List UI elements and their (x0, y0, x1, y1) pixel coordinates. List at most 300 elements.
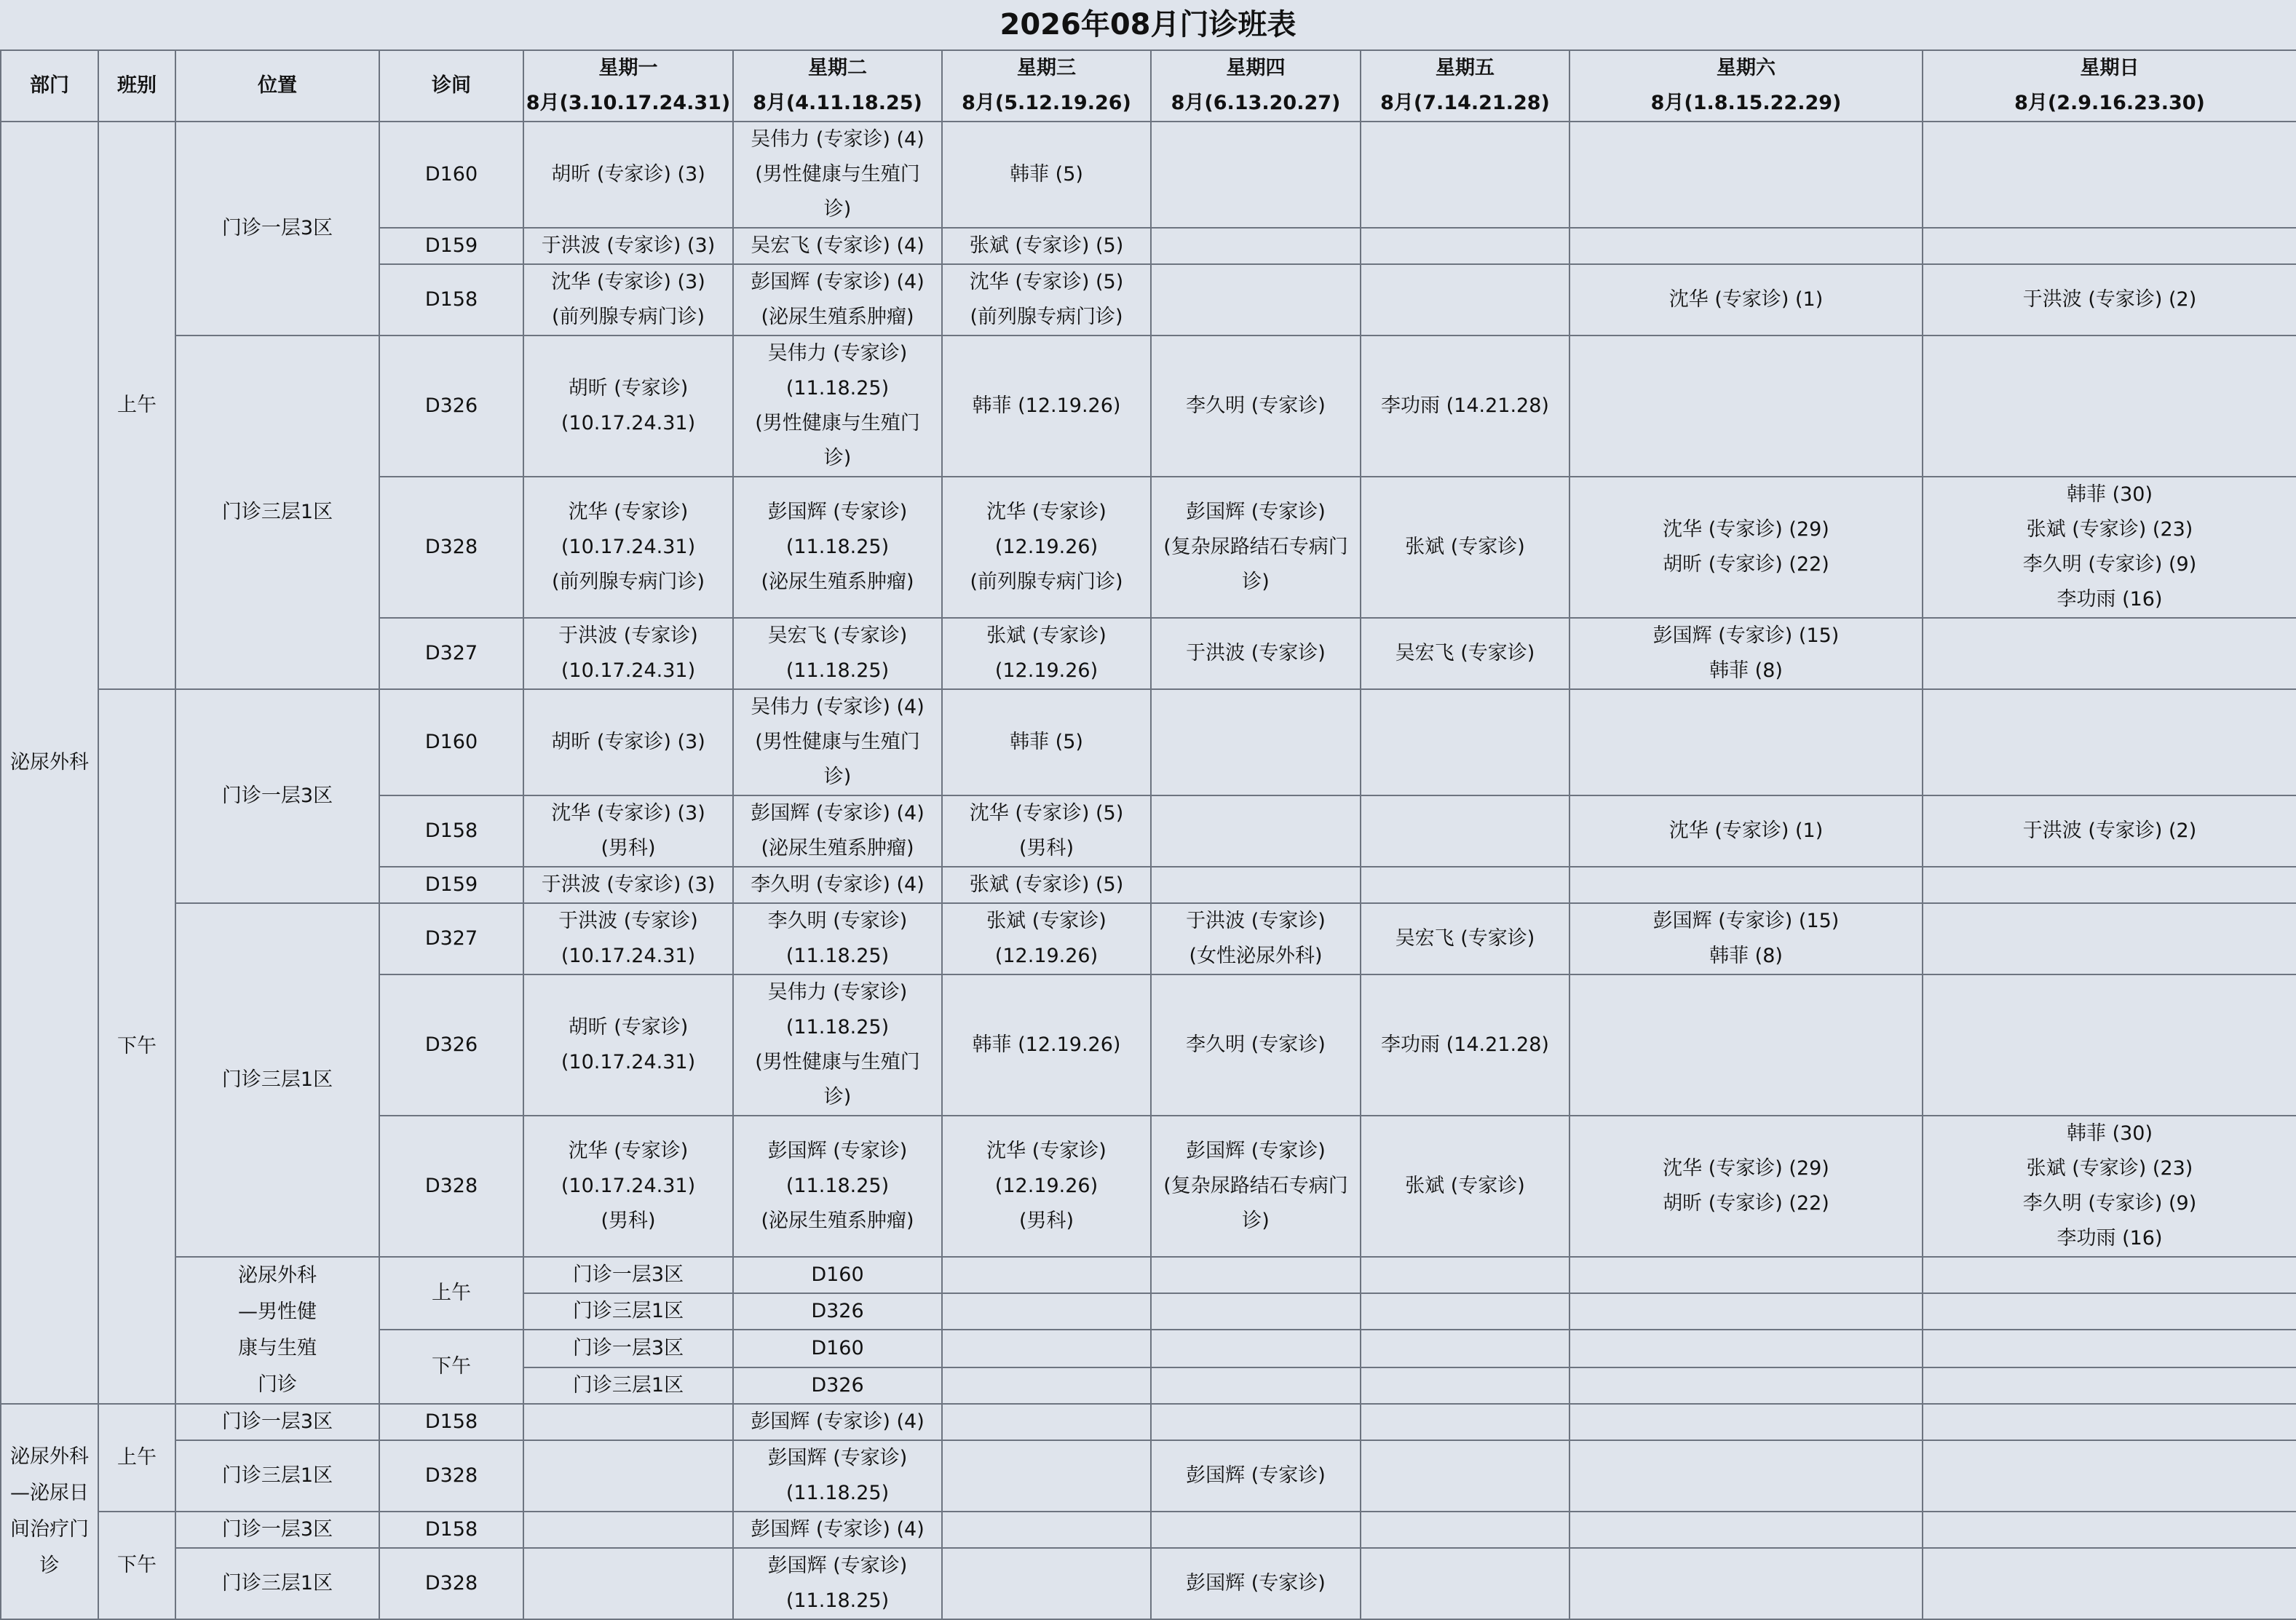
schedule-cell (523, 1548, 733, 1619)
doctor-entry: 彭国辉 (专家诊) (15) (1652, 910, 1840, 932)
schedule-cell (1923, 264, 2296, 335)
table-row (1, 1257, 2296, 1293)
schedule-cell (1569, 1440, 1923, 1512)
schedule-cell (1361, 795, 1569, 867)
schedule-cell (1361, 228, 1569, 264)
doctor-entry: 吴伟力 (专家诊) (767, 981, 908, 1004)
doctor-entry: 沈华 (专家诊) (3) (551, 802, 705, 825)
doctor-entry: (男性健康与生殖门 (755, 412, 920, 434)
doctor-entry: (11.18.25) (785, 536, 890, 558)
doctor-entry: 沈华 (专家诊) (986, 501, 1107, 523)
doctor-entry: 于洪波 (专家诊) (3) (541, 873, 716, 896)
department-cell (1, 122, 98, 1404)
schedule-cell (1923, 122, 2296, 228)
doctor-entry: 张斌 (专家诊) (1405, 1175, 1525, 1197)
schedule-cell (1923, 1367, 2296, 1404)
doctor-entry: 诊) (823, 766, 852, 788)
schedule-cell (1361, 903, 1569, 974)
doctor-entry: 彭国辉 (专家诊) (1186, 1140, 1326, 1162)
schedule-cell (1151, 264, 1361, 335)
schedule-cell (942, 264, 1151, 335)
schedule-cell (1151, 122, 1361, 228)
schedule-cell (942, 477, 1151, 618)
doctor-entry: 李功雨 (14.21.28) (1381, 394, 1549, 417)
schedule-cell (523, 228, 733, 264)
doctor-entry: 胡昕 (专家诊) (568, 377, 689, 400)
doctor-entry: 胡昕 (专家诊) (3) (551, 731, 705, 753)
location-cell: 门诊三层1区 (523, 1367, 733, 1404)
location-cell: 门诊一层3区 (523, 1330, 733, 1367)
doctor-entry: 沈华 (专家诊) (986, 1140, 1107, 1162)
room-cell: D326 (379, 974, 523, 1116)
schedule-cell (1361, 974, 1569, 1116)
doctor-entry: 沈华 (专家诊) (5) (969, 802, 1124, 825)
schedule-cell (1923, 1440, 2296, 1512)
schedule-cell (942, 335, 1151, 477)
table-row (1, 1548, 2296, 1619)
header-day-tue: 星期二 8月(4.11.18.25) (733, 50, 942, 122)
room-cell: D158 (379, 795, 523, 867)
doctor-entry: 吴宏飞 (专家诊) (4) (751, 234, 925, 257)
doctor-entry: (11.18.25) (785, 1482, 890, 1504)
schedule-cell (942, 1440, 1151, 1512)
doctor-entry: 韩菲 (5) (1010, 163, 1083, 186)
schedule-cell (523, 1512, 733, 1548)
schedule-cell (1569, 1404, 1923, 1440)
schedule-cell (733, 335, 942, 477)
schedule-cell (942, 974, 1151, 1116)
doctor-entry: (前列腺专病门诊) (551, 306, 705, 328)
doctor-entry: 彭国辉 (专家诊) (1186, 1464, 1326, 1487)
table-row (1, 689, 2296, 795)
doctor-entry: 于洪波 (专家诊) (2) (2022, 819, 2197, 842)
shift-cell: 下午 (98, 689, 175, 1404)
doctor-entry: (11.18.25) (785, 945, 890, 967)
schedule-cell (1923, 1116, 2296, 1257)
schedule-cell (1569, 1293, 1923, 1330)
location-cell: 门诊三层1区 (175, 1548, 379, 1619)
schedule-cell (1923, 335, 2296, 477)
department-line: —男性健 (238, 1301, 317, 1323)
schedule-cell (1361, 1367, 1569, 1404)
doctor-entry: 沈华 (专家诊) (3) (551, 271, 705, 293)
doctor-entry: (泌尿生殖系肿瘤) (761, 837, 914, 859)
schedule-cell (733, 795, 942, 867)
schedule-cell (1569, 1548, 1923, 1619)
doctor-entry: 沈华 (专家诊) (1) (1668, 288, 1824, 311)
schedule-cell (523, 1440, 733, 1512)
doctor-entry: 沈华 (专家诊) (5) (969, 271, 1124, 293)
doctor-entry: 彭国辉 (专家诊) (767, 501, 908, 523)
schedule-cell (942, 1512, 1151, 1548)
schedule-cell (1361, 1330, 1569, 1367)
doctor-entry: (10.17.24.31) (561, 412, 696, 434)
schedule-cell (1569, 974, 1923, 1116)
schedule-cell (733, 477, 942, 618)
schedule-cell (523, 867, 733, 903)
doctor-entry: 韩菲 (30) (2066, 1122, 2153, 1145)
schedule-cell (523, 689, 733, 795)
room-cell: D160 (733, 1257, 942, 1293)
schedule-cell (1151, 867, 1361, 903)
schedule-cell (523, 795, 733, 867)
doctor-entry: 诊) (823, 1086, 852, 1108)
doctor-entry: (12.19.26) (994, 1175, 1098, 1197)
doctor-entry: (泌尿生殖系肿瘤) (761, 306, 914, 328)
department-line: 泌尿外科 (10, 1445, 89, 1468)
doctor-entry: 沈华 (专家诊) (568, 1140, 689, 1162)
schedule-cell (1151, 228, 1361, 264)
schedule-cell (1151, 1293, 1361, 1330)
schedule-cell (1569, 335, 1923, 477)
schedule-cell (1151, 974, 1361, 1116)
doctor-entry: 于洪波 (专家诊) (1186, 642, 1326, 664)
location-cell: 门诊三层1区 (175, 335, 379, 689)
doctor-entry: 李功雨 (16) (2056, 588, 2163, 611)
table-row (1, 335, 2296, 477)
doctor-entry: (12.19.26) (994, 659, 1098, 682)
schedule-cell (733, 264, 942, 335)
doctor-entry: (男科) (601, 1210, 656, 1232)
location-cell: 门诊一层3区 (175, 1404, 379, 1440)
schedule-cell (1923, 1548, 2296, 1619)
doctor-entry: (10.17.24.31) (561, 1175, 696, 1197)
doctor-entry: (男科) (1018, 1210, 1074, 1232)
location-cell: 门诊三层1区 (175, 903, 379, 1257)
schedule-cell (1361, 477, 1569, 618)
doctor-entry: 吴宏飞 (专家诊) (1395, 642, 1535, 664)
doctor-entry: 诊) (823, 198, 852, 221)
table-row (1, 122, 2296, 228)
room-cell: D160 (733, 1330, 942, 1367)
schedule-cell (1569, 689, 1923, 795)
department-cell (1, 1404, 98, 1619)
doctor-entry: (男性健康与生殖门 (755, 731, 920, 753)
room-cell: D328 (379, 1440, 523, 1512)
schedule-cell (523, 903, 733, 974)
table-row (1, 1404, 2296, 1440)
location-cell: 门诊一层3区 (175, 122, 379, 335)
schedule-cell (1361, 1512, 1569, 1548)
schedule-cell (1361, 1116, 1569, 1257)
schedule-cell (1923, 903, 2296, 974)
schedule-cell (942, 1404, 1151, 1440)
doctor-entry: 于洪波 (专家诊) (1186, 910, 1326, 932)
schedule-cell (1569, 618, 1923, 689)
doctor-entry: 胡昕 (专家诊) (22) (1663, 1192, 1829, 1215)
doctor-entry: (10.17.24.31) (561, 945, 696, 967)
doctor-entry: 彭国辉 (专家诊) (767, 1447, 908, 1469)
schedule-cell (1923, 1512, 2296, 1548)
doctor-entry: 李功雨 (14.21.28) (1381, 1033, 1549, 1056)
room-cell: D326 (733, 1367, 942, 1404)
doctor-entry: (11.18.25) (785, 1589, 890, 1612)
schedule-cell (1569, 1330, 1923, 1367)
table-row (1, 1512, 2296, 1548)
department-line: 泌尿外科 (10, 751, 89, 774)
doctor-entry: (12.19.26) (994, 536, 1098, 558)
doctor-entry: 张斌 (专家诊) (5) (969, 234, 1124, 257)
department-cell (175, 1257, 379, 1404)
header-day-sat: 星期六 8月(1.8.15.22.29) (1569, 50, 1923, 122)
doctor-entry: (前列腺专病门诊) (551, 571, 705, 593)
header-shift: 班别 (98, 50, 175, 122)
doctor-entry: 韩菲 (12.19.26) (972, 394, 1121, 417)
schedule-cell (1361, 335, 1569, 477)
schedule-cell (733, 1116, 942, 1257)
schedule-table (0, 49, 2296, 1620)
doctor-entry: 彭国辉 (专家诊) (4) (751, 1518, 925, 1541)
table-row (1, 903, 2296, 974)
doctor-entry: (11.18.25) (785, 659, 890, 682)
doctor-entry: (泌尿生殖系肿瘤) (761, 1210, 914, 1232)
schedule-cell (1151, 1440, 1361, 1512)
doctor-entry: 韩菲 (8) (1709, 659, 1783, 682)
doctor-entry: 胡昕 (专家诊) (3) (551, 163, 705, 186)
schedule-cell (1361, 1404, 1569, 1440)
page-title: 2026年08月门诊班表 (0, 0, 2296, 49)
schedule-cell (1151, 335, 1361, 477)
location-cell: 门诊一层3区 (523, 1257, 733, 1293)
doctor-entry: 张斌 (专家诊) (986, 624, 1107, 647)
schedule-cell (942, 122, 1151, 228)
doctor-entry: 彭国辉 (专家诊) (767, 1140, 908, 1162)
location-cell: 门诊一层3区 (175, 689, 379, 903)
schedule-cell (1923, 689, 2296, 795)
schedule-cell (733, 689, 942, 795)
doctor-entry: (男性健康与生殖门 (755, 1051, 920, 1073)
doctor-entry: 张斌 (专家诊) (23) (2026, 1157, 2193, 1180)
doctor-entry: 于洪波 (专家诊) (2) (2022, 288, 2197, 311)
location-cell: 门诊一层3区 (175, 1512, 379, 1548)
doctor-entry: 韩菲 (12.19.26) (972, 1033, 1121, 1056)
header-row (1, 50, 2296, 122)
schedule-cell (942, 1367, 1151, 1404)
doctor-entry: 沈华 (专家诊) (568, 501, 689, 523)
doctor-entry: 李久明 (专家诊) (1186, 394, 1326, 417)
doctor-entry: 胡昕 (专家诊) (22) (1663, 553, 1829, 576)
room-cell: D158 (379, 264, 523, 335)
doctor-entry: 韩菲 (5) (1010, 731, 1083, 753)
room-cell: D327 (379, 903, 523, 974)
doctor-entry: 彭国辉 (专家诊) (767, 1555, 908, 1577)
schedule-cell (942, 228, 1151, 264)
doctor-entry: 彭国辉 (专家诊) (4) (751, 1410, 925, 1433)
schedule-cell (1361, 122, 1569, 228)
location-cell: 门诊三层1区 (523, 1293, 733, 1330)
schedule-cell (1923, 1404, 2296, 1440)
schedule-cell (523, 974, 733, 1116)
schedule-cell (1361, 264, 1569, 335)
schedule-cell (1923, 795, 2296, 867)
doctor-entry: (11.18.25) (785, 1016, 890, 1039)
schedule-cell (1151, 1257, 1361, 1293)
doctor-entry: 沈华 (专家诊) (29) (1663, 1157, 1829, 1180)
doctor-entry: 张斌 (专家诊) (5) (969, 873, 1124, 896)
shift-cell: 上午 (379, 1257, 523, 1330)
schedule-cell (942, 795, 1151, 867)
doctor-entry: (前列腺专病门诊) (970, 306, 1123, 328)
room-cell: D158 (379, 1512, 523, 1548)
schedule-cell (1151, 903, 1361, 974)
doctor-entry: 彭国辉 (专家诊) (4) (751, 802, 925, 825)
room-cell: D328 (379, 1116, 523, 1257)
schedule-cell (1569, 1512, 1923, 1548)
doctor-entry: (10.17.24.31) (561, 536, 696, 558)
doctor-entry: 李久明 (专家诊) (9) (2022, 1192, 2197, 1215)
schedule-cell (523, 122, 733, 228)
schedule-cell (1151, 1404, 1361, 1440)
schedule-cell (1569, 228, 1923, 264)
doctor-entry: 李功雨 (16) (2056, 1227, 2163, 1250)
table-row (1, 1440, 2296, 1512)
doctor-entry: 沈华 (专家诊) (29) (1663, 518, 1829, 541)
header-location: 位置 (175, 50, 379, 122)
shift-cell: 上午 (98, 1404, 175, 1512)
doctor-entry: 于洪波 (专家诊) (558, 624, 698, 647)
schedule-cell (1923, 1257, 2296, 1293)
schedule-cell (1151, 1548, 1361, 1619)
doctor-entry: 吴伟力 (专家诊) (4) (751, 696, 925, 718)
schedule-cell (1151, 689, 1361, 795)
doctor-entry: 诊) (1242, 571, 1270, 593)
schedule-cell (1569, 477, 1923, 618)
schedule-cell (523, 264, 733, 335)
department-line: 间治疗门 (10, 1518, 89, 1541)
schedule-cell (523, 1404, 733, 1440)
doctor-entry: (10.17.24.31) (561, 659, 696, 682)
shift-cell: 上午 (98, 122, 175, 689)
schedule-cell (1569, 122, 1923, 228)
schedule-cell (942, 689, 1151, 795)
schedule-cell (1361, 1548, 1569, 1619)
doctor-entry: 张斌 (专家诊) (1405, 536, 1525, 558)
schedule-cell (1361, 867, 1569, 903)
doctor-entry: 李久明 (专家诊) (767, 910, 908, 932)
shift-cell: 下午 (98, 1512, 175, 1619)
schedule-cell (1923, 974, 2296, 1116)
header-dept: 部门 (1, 50, 98, 122)
schedule-cell (1151, 477, 1361, 618)
schedule-cell (1923, 618, 2296, 689)
schedule-cell (1923, 1293, 2296, 1330)
department-line: 门诊 (258, 1373, 297, 1396)
doctor-entry: 于洪波 (专家诊) (558, 910, 698, 932)
schedule-cell (1569, 903, 1923, 974)
doctor-entry: 韩菲 (8) (1709, 945, 1783, 967)
schedule-cell (1569, 867, 1923, 903)
room-cell: D160 (379, 689, 523, 795)
doctor-entry: (11.18.25) (785, 1175, 890, 1197)
schedule-cell (942, 1116, 1151, 1257)
room-cell: D326 (733, 1293, 942, 1330)
schedule-cell (1361, 1257, 1569, 1293)
doctor-entry: (女性泌尿外科) (1189, 945, 1323, 967)
schedule-cell (1151, 1367, 1361, 1404)
doctor-entry: 诊) (823, 447, 852, 469)
room-cell: D328 (379, 477, 523, 618)
header-day-mon: 星期一 8月(3.10.17.24.31) (523, 50, 733, 122)
doctor-entry: 彭国辉 (专家诊) (4) (751, 271, 925, 293)
schedule-cell (1569, 1116, 1923, 1257)
schedule-cell (1569, 1367, 1923, 1404)
schedule-cell (523, 1116, 733, 1257)
header-day-sun: 星期日 8月(2.9.16.23.30) (1923, 50, 2296, 122)
doctor-entry: 彭国辉 (专家诊) (15) (1652, 624, 1840, 647)
schedule-cell (1151, 1512, 1361, 1548)
schedule-cell (1923, 477, 2296, 618)
schedule-cell (733, 1440, 942, 1512)
schedule-cell (1923, 228, 2296, 264)
header-room: 诊间 (379, 50, 523, 122)
room-cell: D160 (379, 122, 523, 228)
schedule-cell (733, 1404, 942, 1440)
room-cell: D158 (379, 1404, 523, 1440)
schedule-cell (1151, 1116, 1361, 1257)
doctor-entry: 张斌 (专家诊) (23) (2026, 518, 2193, 541)
doctor-entry: 吴伟力 (专家诊) (4) (751, 128, 925, 151)
doctor-entry: 于洪波 (专家诊) (3) (541, 234, 716, 257)
location-cell: 门诊三层1区 (175, 1440, 379, 1512)
schedule-cell (942, 1330, 1151, 1367)
header-day-wed: 星期三 8月(5.12.19.26) (942, 50, 1151, 122)
doctor-entry: 吴宏飞 (专家诊) (767, 624, 908, 647)
schedule-cell (733, 122, 942, 228)
schedule-cell (942, 903, 1151, 974)
doctor-entry: (12.19.26) (994, 945, 1098, 967)
schedule-cell (942, 1293, 1151, 1330)
doctor-entry: 李久明 (专家诊) (9) (2022, 553, 2197, 576)
schedule-cell (523, 335, 733, 477)
shift-cell: 下午 (379, 1330, 523, 1404)
department-line: 诊 (39, 1555, 60, 1577)
header-day-fri: 星期五 8月(7.14.21.28) (1361, 50, 1569, 122)
schedule-cell (1569, 264, 1923, 335)
room-cell: D159 (379, 228, 523, 264)
doctor-entry: (男性健康与生殖门 (755, 163, 920, 186)
schedule-cell (942, 867, 1151, 903)
doctor-entry: (泌尿生殖系肿瘤) (761, 571, 914, 593)
schedule-cell (1361, 1293, 1569, 1330)
schedule-cell (733, 618, 942, 689)
header-day-thu: 星期四 8月(6.13.20.27) (1151, 50, 1361, 122)
doctor-entry: 诊) (1242, 1210, 1270, 1232)
schedule-body (1, 122, 2296, 1619)
doctor-entry: (男科) (601, 837, 656, 859)
schedule-cell (1361, 618, 1569, 689)
schedule-cell (733, 903, 942, 974)
schedule-cell (1569, 1257, 1923, 1293)
doctor-entry: 李久明 (专家诊) (4) (751, 873, 925, 896)
schedule-cell (942, 618, 1151, 689)
schedule-cell (523, 618, 733, 689)
doctor-entry: 李久明 (专家诊) (1186, 1033, 1326, 1056)
schedule-cell (733, 1548, 942, 1619)
schedule-cell (1151, 618, 1361, 689)
schedule-cell (942, 1257, 1151, 1293)
doctor-entry: 胡昕 (专家诊) (568, 1016, 689, 1039)
schedule-cell (733, 1512, 942, 1548)
room-cell: D328 (379, 1548, 523, 1619)
schedule-cell (733, 867, 942, 903)
room-cell: D326 (379, 335, 523, 477)
doctor-entry: (前列腺专病门诊) (970, 571, 1123, 593)
room-cell: D327 (379, 618, 523, 689)
schedule-cell (1923, 1330, 2296, 1367)
department-line: —泌尿日 (10, 1482, 89, 1504)
schedule-cell (733, 228, 942, 264)
doctor-entry: 吴宏飞 (专家诊) (1395, 927, 1535, 950)
